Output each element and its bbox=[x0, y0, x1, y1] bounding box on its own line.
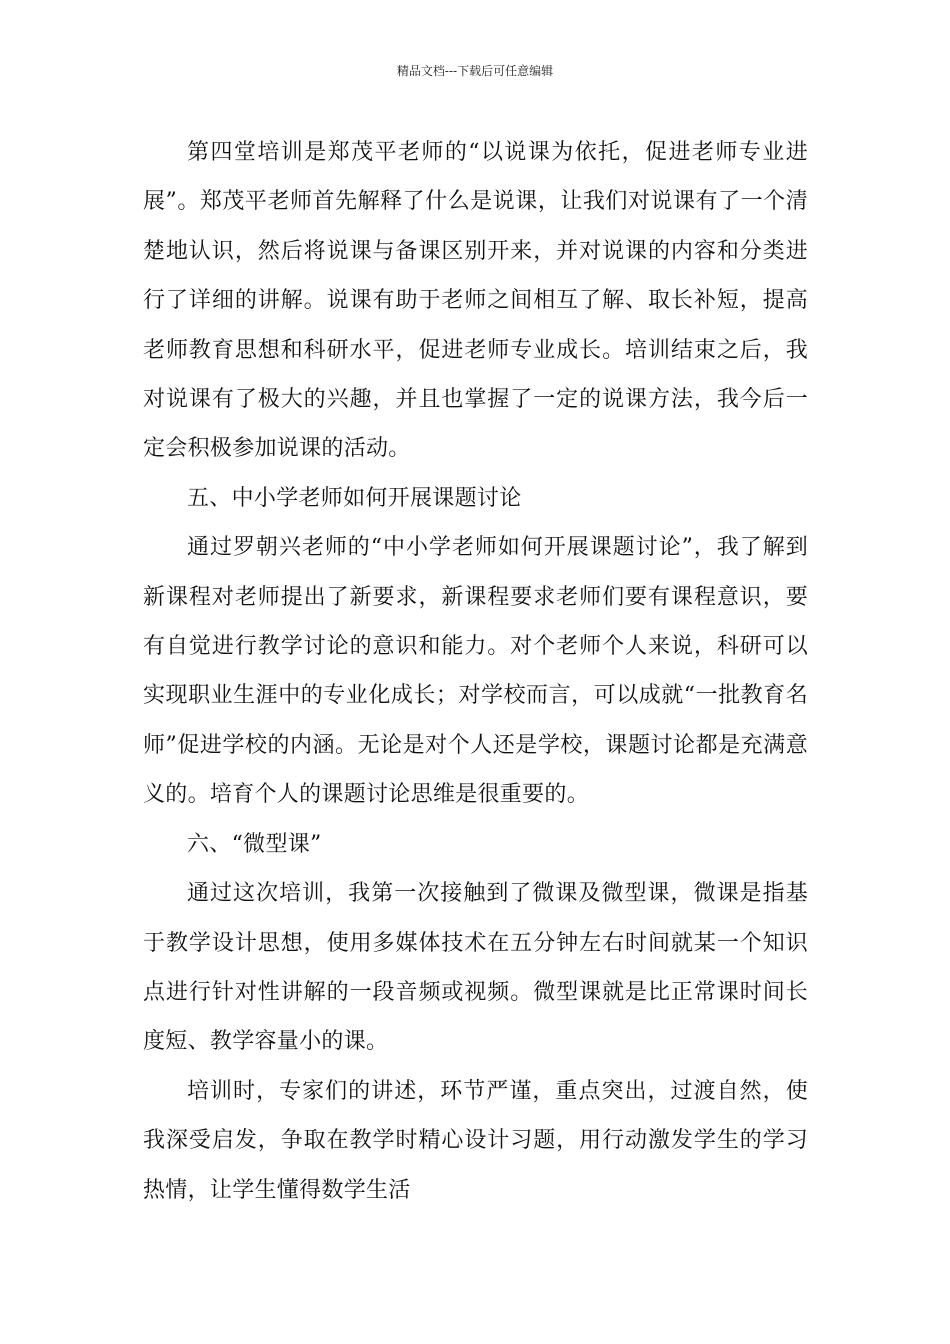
paragraph-lesson-four: 第四堂培训是郑茂平老师的“以说课为依托，促进老师专业进展”。郑茂平老师首先解释了什么是说课，让我们对说课有了一个清楚地认识，然后将说课与备课区别开来，并对说课的内容和分类进行了详细的讲解。说课有助于老师之间相互了解、取长补短，提高老师教育思想和科研水平，促进老师专业成长。培训结束之后，我对说课有了极大的兴趣，并且也掌握了一定的说课方法，我今后一定会积极参加说课的活动。 bbox=[143, 140, 808, 462]
page-header: 精品文档---下载后可任意编辑 bbox=[396, 64, 554, 78]
paragraph-research-discussion: 通过罗朝兴老师的“中小学老师如何开展课题讨论”，我了解到新课程对老师提出了新要求，新课程要求老师们要有课程意识，要有自觉进行教学讨论的意识和能力。对个老师个人来说，科研可以实现职业生涯中的专业化成长；对学校而言，可以成就“一批教育名师”促进学校的内涵。无论是对个人还是学校，课题讨论都是充满意义的。培育个人的课题讨论思维是很重要的。 bbox=[143, 535, 808, 808]
section-heading-six: 六、“微型课” bbox=[187, 831, 322, 857]
document-body bbox=[143, 128, 808, 1215]
paragraph-training-reflection: 培训时，专家们的讲述，环节严谨，重点突出，过渡自然，使我深受启发，争取在教学时精心设计习题，用行动激发学生的学习热情，让学生懂得数学生活 bbox=[143, 1078, 808, 1203]
paragraph-micro-lesson: 通过这次培训，我第一次接触到了微课及微型课，微课是指基于教学设计思想，使用多媒体技术在五分钟左右时间就某一个知识点进行针对性讲解的一段音频或视频。微型课就是比正常课时间长度短、教学容量小的课。 bbox=[143, 881, 808, 1055]
section-heading-five: 五、中小学老师如何开展课题讨论 bbox=[187, 485, 522, 511]
